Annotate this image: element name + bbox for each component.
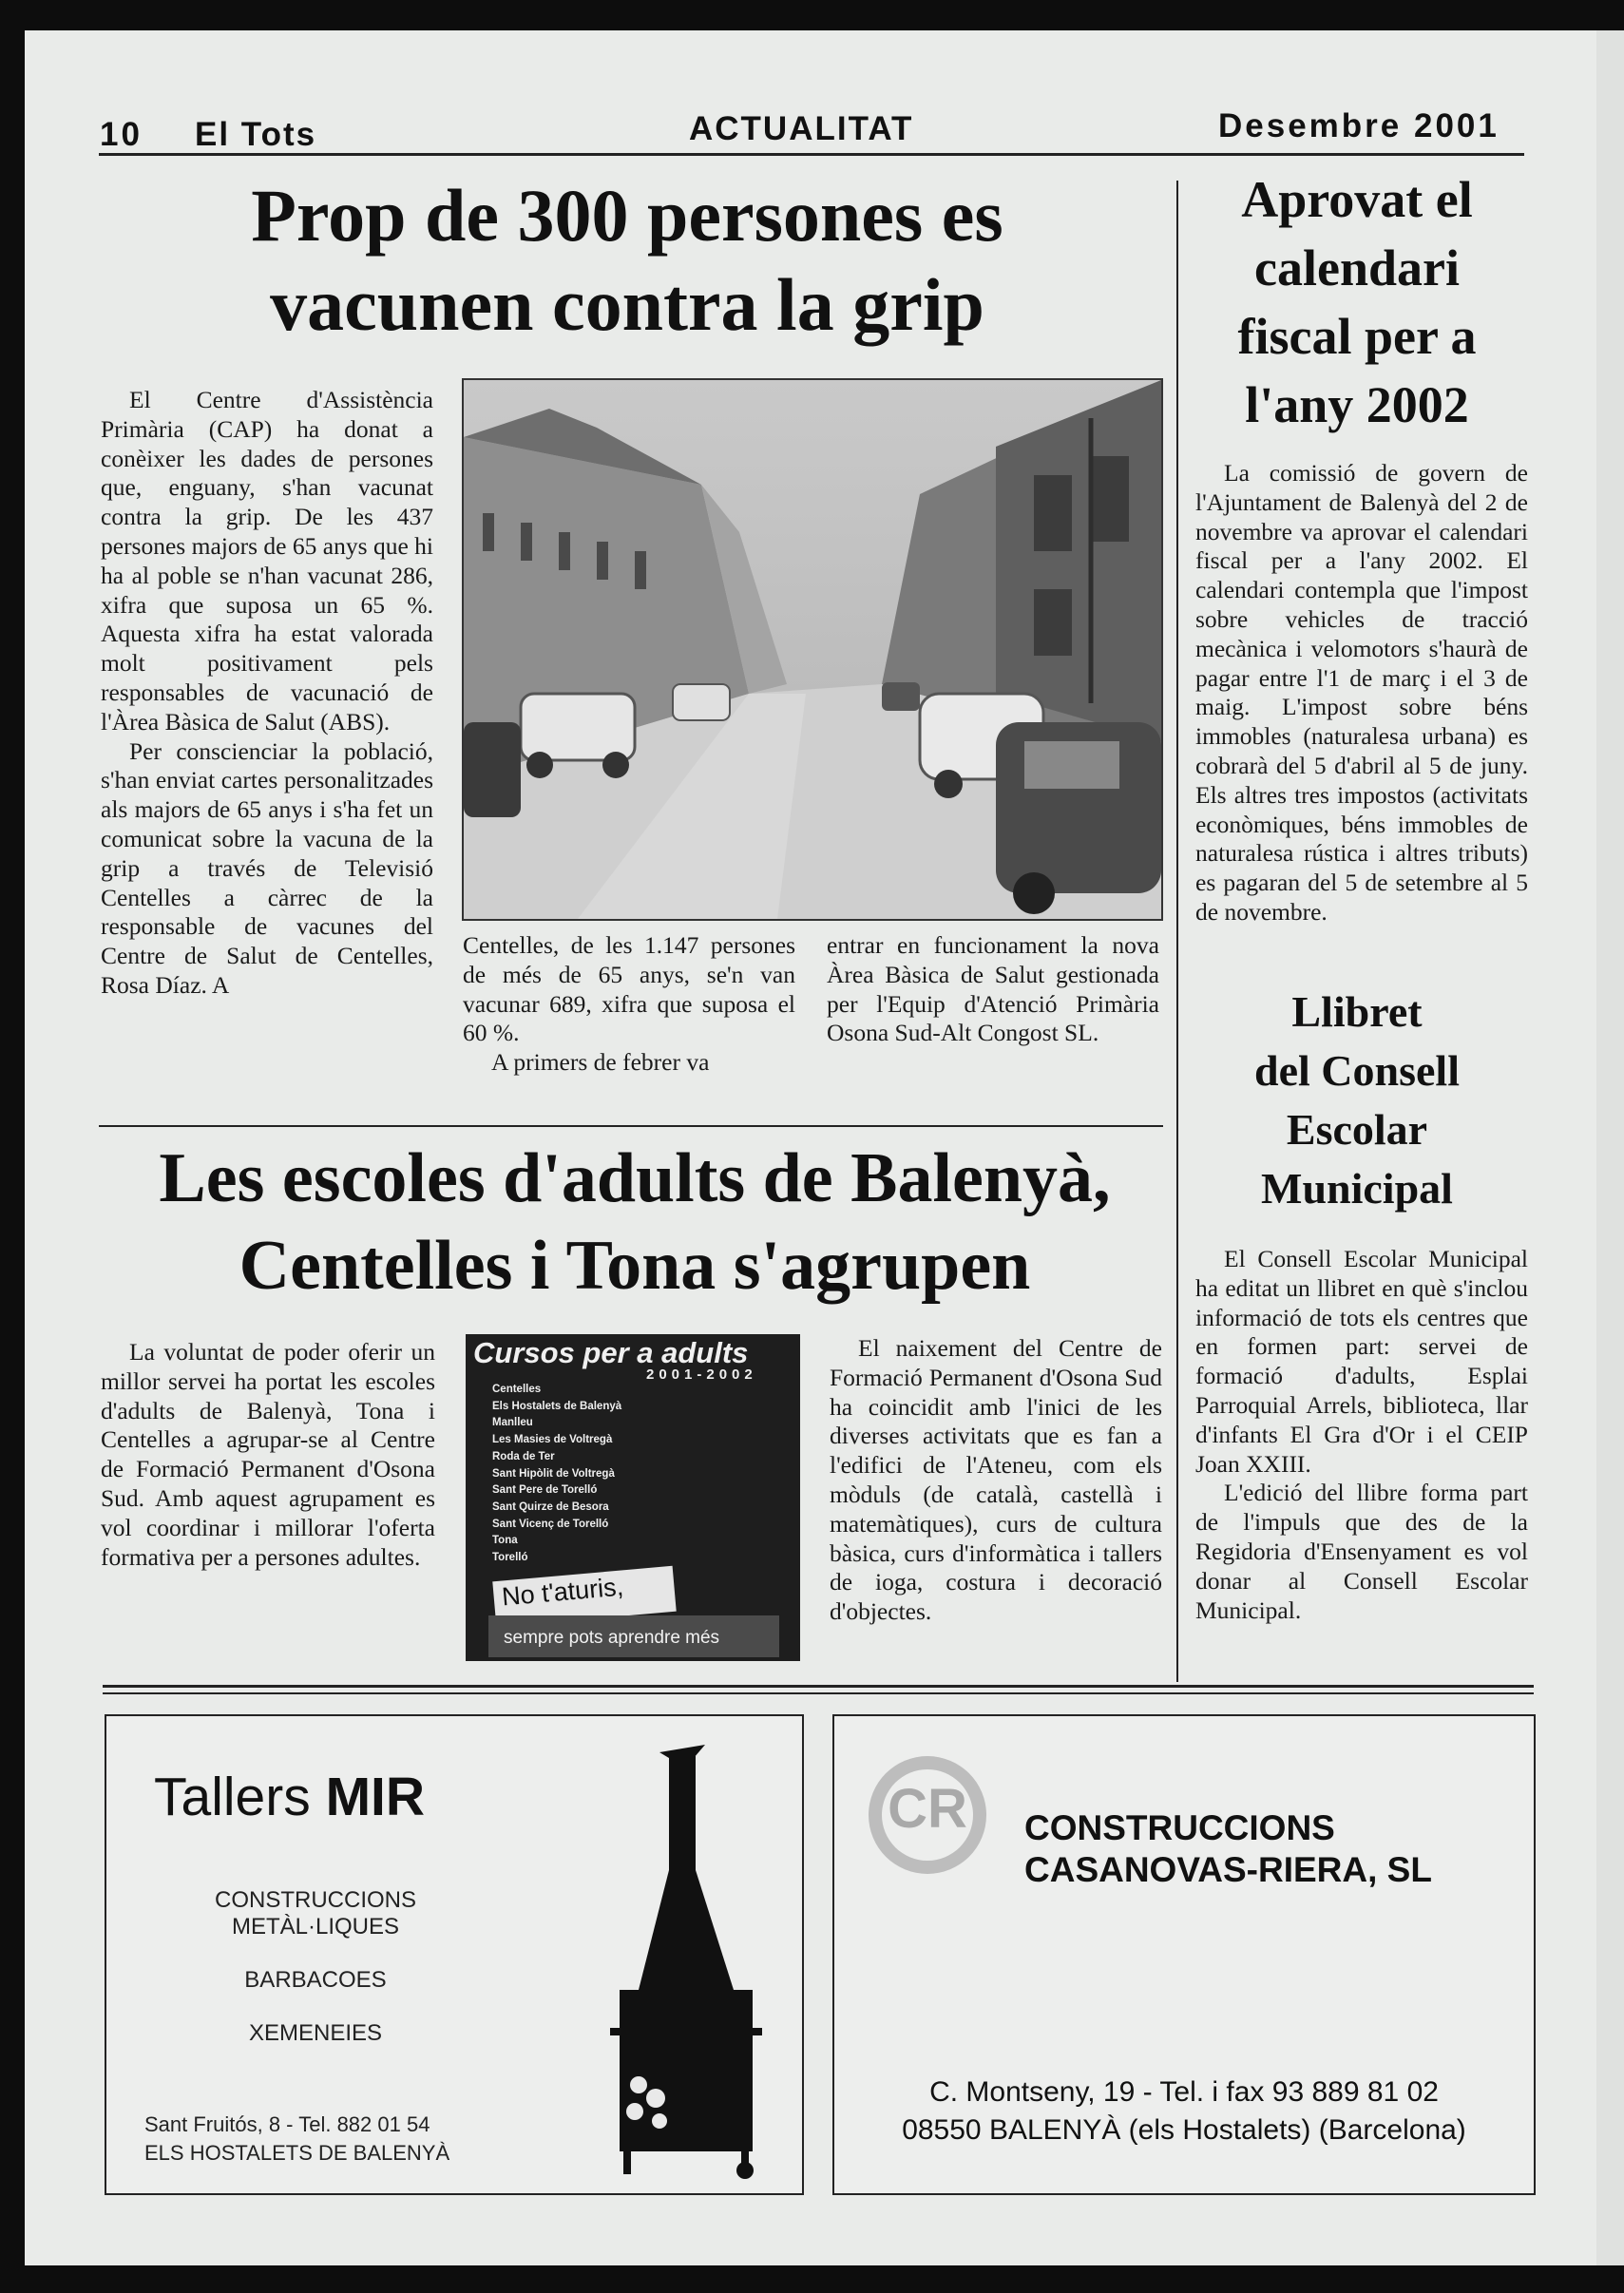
- poster-town: Les Masies de Voltregà: [492, 1434, 613, 1446]
- header-rule: [99, 153, 1524, 156]
- issue-date: Desembre 2001: [1218, 107, 1500, 144]
- poster-town: Sant Quirze de Besora: [492, 1500, 609, 1513]
- barbecue-icon: [601, 1743, 772, 2180]
- column-divider: [1176, 181, 1178, 1682]
- cr-logo-icon: CR: [869, 1756, 986, 1874]
- adult-courses-poster: [466, 1334, 800, 1661]
- casanovas-contact: C. Montseny, 19 - Tel. i fax 93 889 81 02 08550 BALENYÀ (els Hostalets) (Barcelona): [902, 2076, 1466, 2146]
- mir-services: CONSTRUCCIONS METÀL·LIQUES BARBACOES XEMENEIES: [214, 1887, 416, 2046]
- poster-town-list: [492, 1382, 621, 1567]
- article-2-column-1: La voluntat de poder oferir un millor servei ha portat les escoles d'adults de Balenyà, Tona i Centelles a agrupar-se al Centre de Formació Permanent d'Osona Sud. Amb aquest agrupament es vol coordinar i millorar l'oferta formativa per a persones adultes.: [101, 1338, 435, 1571]
- sidebar-article-1-body: La comissió de govern de l'Ajuntament de Balenyà del 2 de novembre va aprovar el calendari fiscal per a l'any 2002. El calendari contempla que l'impost sobre vehicles de tracció mecànica i velomotors s'haurà de pagar entre l'1 de març i el 3 de maig. L'impost sobre béns immobles (naturalesa urbana) es cobrarà del 5 d'abril al 5 de juny. Els altres tres impostos (activitats econòmiques, béns immobles de naturalesa rústica i altres tributs) es pagaran del 5 de setembre al 5 de novembre.: [1195, 459, 1528, 926]
- poster-town: Sant Pere de Torelló: [492, 1484, 598, 1497]
- page-number: 10: [100, 116, 143, 153]
- article-1-column-3: entrar en funcionament la nova Àrea Bàsica de Salut gestionada per l'Equip d'Atenció Primària Osona Sud-Alt Congost SL.: [827, 931, 1159, 1047]
- mir-brand: Tallers MIR: [154, 1767, 426, 1827]
- sidebar-title-2: Llibret del Consell Escolar Municipal: [1254, 987, 1460, 1213]
- poster-town: Roda de Ter: [492, 1450, 555, 1462]
- poster-town: Els Hostalets de Balenyà: [492, 1400, 622, 1412]
- ads-rule-top: [103, 1685, 1534, 1688]
- article-2-column-3: El naixement del Centre de Formació Permanent d'Osona Sud ha coincidit amb l'inici de les diverses activitats que es fan a l'edifici de l'Ateneu, com els mòduls (de català, castellà i matemàtiques), curs de cultura bàsica, curs d'informàtica i tallers de ioga, costura i decoració d'objectes.: [830, 1334, 1162, 1626]
- article-1-column-2: Centelles, de les 1.147 persones de més de 65 anys, se'n van vacunar 689, xifra que suposa el 60 %. A primers de febrer va: [463, 931, 795, 1077]
- article-2-title: Les escoles d'adults de Balenyà, Centelles i Tona s'agrupen: [159, 1139, 1111, 1305]
- poster-town: Manlleu: [492, 1417, 533, 1429]
- poster-town: Sant Vicenç de Torelló: [492, 1518, 609, 1530]
- poster-tagline: sempre pots aprendre més: [504, 1628, 720, 1648]
- article-1-title: Prop de 300 persones es vacunen contra la grip: [251, 174, 1003, 346]
- poster-title: Cursos per a adults: [473, 1336, 749, 1369]
- poster-town: Sant Hipòlit de Voltregà: [492, 1467, 615, 1480]
- sidebar-article-2-body: El Consell Escolar Municipal ha editat un llibret en què s'inclou informació de tots els centres que en formen part: servei de formació d'adults, Esplai Parroquial Arrels, biblioteca, llar d'infants El Gra d'Or i el CEIP Joan XXIII. L'edició del llibre forma part de l'impuls que des de la Regidoria d'Ensenyament es vol donar al Consell Escolar Municipal.: [1195, 1245, 1528, 1624]
- article-1-column-1: El Centre d'Assistència Primària (CAP) ha donat a conèixer les dades de persones que, enguany, s'han vacunat contra la grip. De les 437 persones majors de 65 anys que hi ha al poble se n'han vacunat 286, xifra que suposa un 65 %. Aquesta xifra ha estat valorada molt positivament pels responsables de vacunació de l'Àrea Bàsica de Salut (ABS). Per conscienciar la població, s'han enviat cartes personalitzades als majors de 65 anys i s'ha fet un comunicat sobre la vacuna de la grip a través de Televisió Centelles a càrrec de la responsable de vacunes del Centre de Salut de Centelles, Rosa Díaz. A: [101, 386, 433, 999]
- section-label: ACTUALITAT: [689, 110, 914, 147]
- casanovas-riera-ad: [832, 1714, 1536, 2195]
- poster-town: Centelles: [492, 1384, 542, 1395]
- sidebar-title-1: Aprovat el calendari fiscal per a l'any 2002: [1237, 171, 1477, 433]
- casanovas-name: CONSTRUCCIONS CASANOVAS-RIERA, SL: [1024, 1808, 1432, 1889]
- article-divider: [99, 1125, 1163, 1127]
- tallers-mir-ad: [105, 1714, 804, 2195]
- mir-contact: Sant Fruitós, 8 - Tel. 882 01 54 ELS HOSTALETS DE BALENYÀ: [144, 2112, 450, 2165]
- publication-name: El Tots: [195, 116, 317, 153]
- poster-town: Tona: [492, 1535, 518, 1547]
- ads-rule-bottom: [103, 1692, 1534, 1694]
- street-photo: [462, 378, 1163, 921]
- page-edge: [1596, 30, 1624, 2265]
- poster-town: Torelló: [492, 1552, 528, 1564]
- poster-years: 2001-2002: [646, 1366, 757, 1383]
- poster-slogan: No t'aturis,: [500, 1572, 625, 1612]
